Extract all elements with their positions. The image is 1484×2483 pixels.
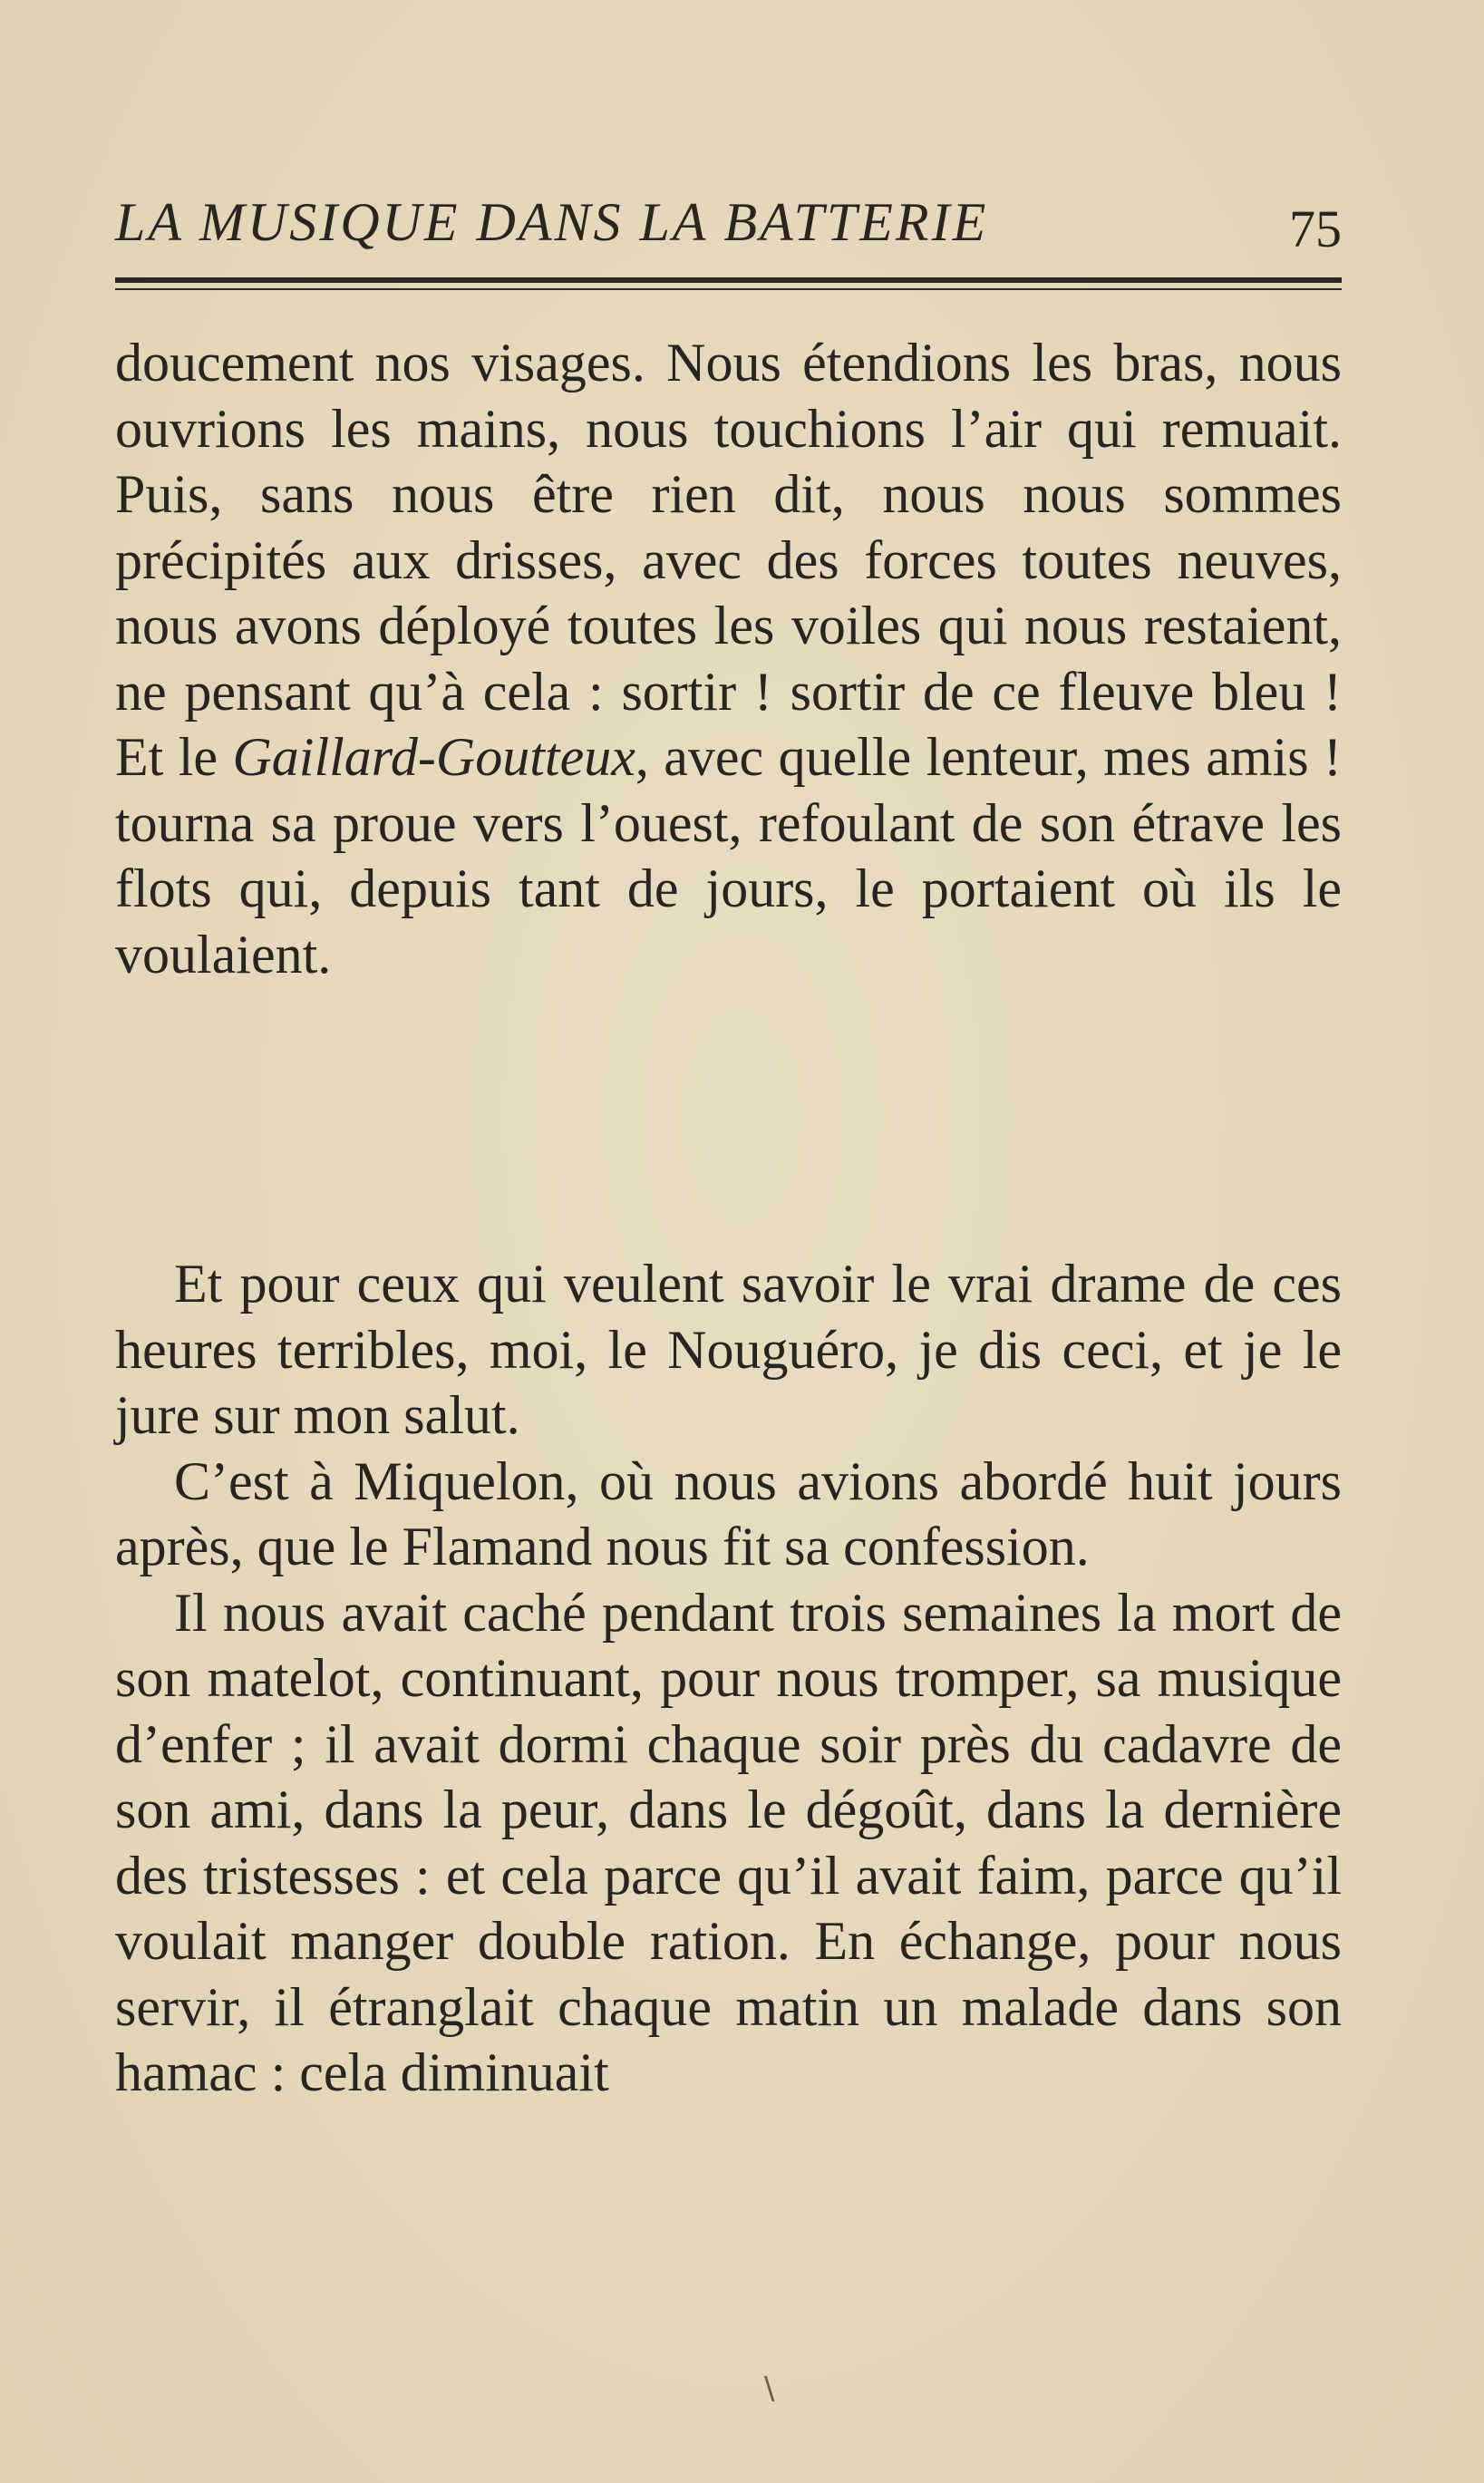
page-header <box>115 186 1342 267</box>
paragraph-text: , avec quelle lenteur, mes amis ! tourna sa proue vers l’ouest, refoulant de son étrave les flots qui, depuis tant de jours, le portaient où ils le voulaient. <box>115 727 1342 984</box>
text-block-bottom <box>115 1251 1342 2106</box>
paragraph: Et pour ceux qui veulent savoir le vrai drame de ces heures terribles, moi, le Nouguéro, je dis ceci, et je le jure sur mon salut. <box>115 1254 1342 1445</box>
page-number: 75 <box>1289 199 1342 258</box>
paragraph-continued <box>115 330 1342 987</box>
running-title: LA MUSIQUE DANS LA BATTERIE <box>115 192 989 252</box>
paragraph-text: doucement nos visages. Nous étendions les bras, nous ouvrions les mains, nous touchions l’air qui remuait. Puis, sans nous être rien dit, nous nous sommes précipités aux drisses, avec des forces toutes neuves, nous avons déployé toutes les voiles qui nous restaient, ne pensant qu’à cela : sortir ! sortir de ce fleuve bleu ! Et le <box>115 333 1342 787</box>
header-rule-thick <box>115 277 1342 283</box>
header-rule-thin <box>115 288 1342 290</box>
printer-mark: \ <box>764 2371 775 2407</box>
paragraph: C’est à Miquelon, où nous avions abordé huit jours après, que le Flamand nous fit sa confession. <box>115 1450 1342 1576</box>
ship-name: Gaillard-Goutteux <box>232 727 635 787</box>
text-block-top <box>115 330 1342 987</box>
paragraph: Il nous avait caché pendant trois semaines la mort de son matelot, continuant, pour nous tromper, sa musique d’enfer ; il avait dormi chaque soir près du cadavre de son ami, dans la peur, dans le dégoût, dans la dernière des tristesses : et cela parce qu’il avait faim, parce qu’il voulait manger double ration. En échange, pour nous servir, il étranglait chaque matin un malade dans son hamac : cela diminuait <box>115 1582 1342 2102</box>
